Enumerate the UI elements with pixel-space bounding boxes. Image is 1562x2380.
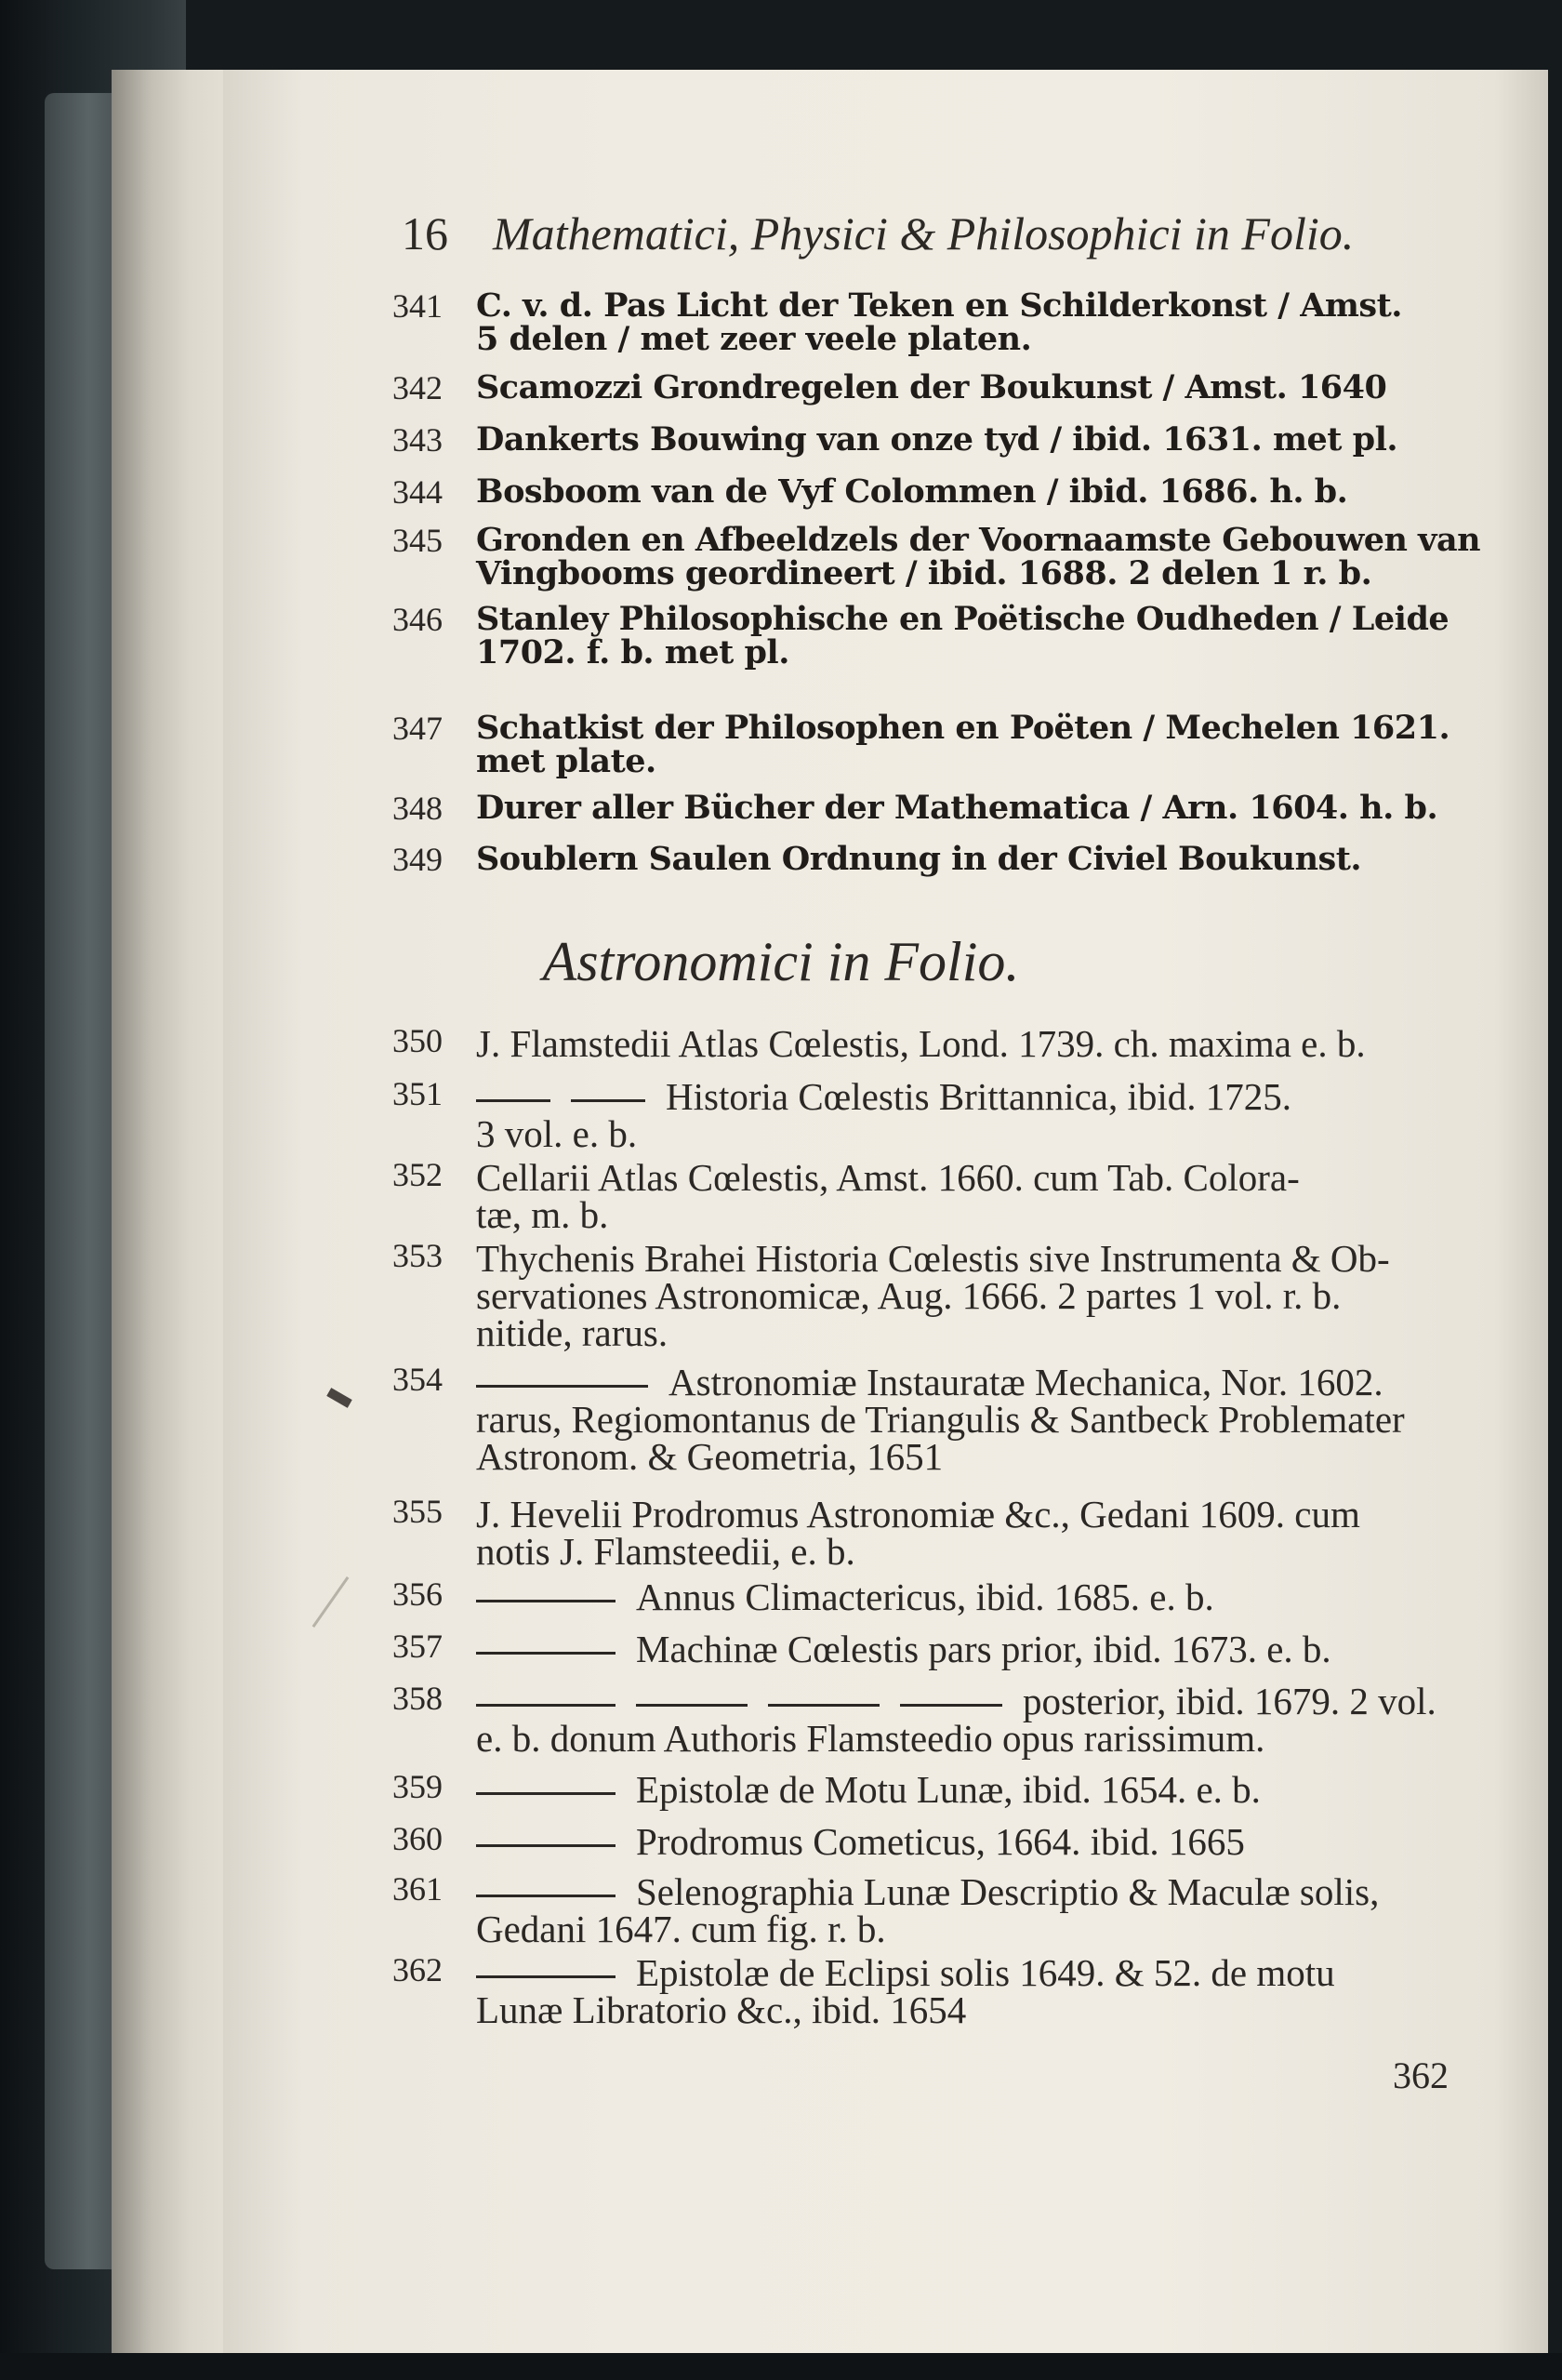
entry-line (476, 521, 1481, 559)
entry-line (476, 1716, 1454, 1761)
entry-text: e. b. donum Authoris Flamsteedio opus rarissimum. (476, 1717, 1265, 1760)
entry-number: 353 (392, 1237, 443, 1274)
entry-line (476, 368, 1454, 406)
entry-text: Astronom. & Geometria, 1651 (476, 1435, 944, 1478)
entry-line (476, 320, 1454, 358)
entry-number: 342 (392, 369, 443, 406)
entry-text: servationes Astronomicæ, Aug. 1666. 2 partes 1 vol. r. b. (476, 1274, 1342, 1317)
entry-line (476, 1819, 1454, 1864)
entry-text: Dankerts Bouwing van onze tyd / ibid. 1631. met pl. (476, 420, 1398, 459)
ditto-dash (476, 1895, 616, 1897)
entry-text: Schatkist der Philosophen en Poëten / Mechelen 1621. (476, 709, 1450, 747)
entry-text: met plate. (476, 742, 656, 780)
entry-text: Historia Cœlestis Brittannica, ibid. 1725. (666, 1075, 1292, 1118)
entry-number: 343 (392, 421, 443, 459)
entry-number: 350 (392, 1022, 443, 1059)
section-title: Astronomici in Folio. (542, 931, 1020, 992)
entry-number: 361 (392, 1870, 443, 1908)
entry-text: posterior, ibid. 1679. 2 vol. (1023, 1680, 1436, 1722)
entry-text: 3 vol. e. b. (476, 1112, 638, 1155)
entry-number: 358 (392, 1680, 443, 1717)
entry-number: 357 (392, 1628, 443, 1665)
running-header (402, 206, 1354, 262)
entry-number: 351 (392, 1075, 443, 1112)
entry-line (476, 742, 1454, 780)
entry-number: 349 (392, 841, 443, 878)
entry-line (476, 1111, 1454, 1156)
entry-text: C. v. d. Pas Licht der Teken en Schilderkonst / Amst. (476, 286, 1402, 325)
entry-text: nitide, rarus. (476, 1311, 668, 1354)
entry-text: rarus, Regiomontanus de Triangulis & Santbeck Problemater (476, 1398, 1405, 1441)
ditto-dash (476, 1975, 616, 1978)
entry-text: Stanley Philosophische en Poëtische Oudheden / Leide (476, 600, 1449, 638)
entry-line (476, 1767, 1454, 1812)
entry-text: Gedani 1647. cum fig. r. b. (476, 1908, 886, 1950)
ditto-dash (476, 1600, 616, 1602)
entry-line (476, 600, 1454, 638)
entry-line (476, 789, 1454, 827)
ditto-dash (476, 1099, 550, 1102)
entry-line (476, 472, 1454, 511)
entry-text: tæ, m. b. (476, 1193, 609, 1236)
ditto-dash (476, 1792, 616, 1795)
entry-text: Epistolæ de Eclipsi solis 1649. & 52. de motu (636, 1951, 1335, 1994)
entry-text: Prodromus Cometicus, 1664. ibid. 1665 (636, 1820, 1245, 1863)
ditto-dash (476, 1652, 616, 1655)
entry-text: notis J. Flamsteedii, e. b. (476, 1530, 855, 1573)
entry-number: 347 (392, 710, 443, 747)
ditto-dash (768, 1704, 880, 1707)
entry-number: 359 (392, 1768, 443, 1805)
entry-text: Scamozzi Grondregelen der Boukunst / Amst. 1640 (476, 368, 1387, 406)
page-heading: Mathematici, Physici & Philosophici in Folio. (493, 207, 1355, 259)
ditto-dash (900, 1704, 1002, 1707)
entry-text: 5 delen / met zeer veele platen. (476, 320, 1032, 358)
entry-line (476, 420, 1454, 459)
entry-text: Durer aller Bücher der Mathematica / Arn. 1604. h. b. (476, 789, 1438, 827)
entry-number: 344 (392, 473, 443, 511)
entry-text: Epistolæ de Motu Lunæ, ibid. 1654. e. b. (636, 1768, 1261, 1811)
entry-text: 1702. f. b. met pl. (476, 633, 789, 671)
page-number: 16 (402, 207, 448, 259)
entry-text: Lunæ Libratorio &c., ibid. 1654 (476, 1988, 967, 2031)
entry-text: Thychenis Brahei Historia Cœlestis sive Instrumenta & Ob- (476, 1237, 1390, 1280)
entry-text: J. Flamstedii Atlas Cœlestis, Lond. 1739. ch. maxima e. b. (476, 1022, 1366, 1065)
entry-text: Cellarii Atlas Cœlestis, Amst. 1660. cum Tab. Colora- (476, 1156, 1300, 1199)
entry-number: 348 (392, 790, 443, 827)
entry-line (476, 709, 1454, 747)
entry-line (476, 1434, 1454, 1479)
entry-number: 362 (392, 1951, 443, 1988)
entry-text: Gronden en Afbeeldzels der Voornaamste Gebouwen van (476, 521, 1481, 559)
entry-number: 341 (392, 287, 443, 325)
entry-line (476, 1988, 1454, 2032)
entry-number: 346 (392, 601, 443, 638)
entry-line (476, 1907, 1454, 1951)
entry-line (476, 1627, 1454, 1671)
entry-number: 355 (392, 1493, 443, 1530)
entry-line (476, 286, 1454, 325)
ditto-dash (476, 1844, 616, 1847)
entry-number: 352 (392, 1156, 443, 1193)
entry-text: Bosboom van de Vyf Colommen / ibid. 1686. h. b. (476, 472, 1348, 511)
entry-line (476, 1575, 1454, 1619)
entry-text: Machinæ Cœlestis pars prior, ibid. 1673. e. b. (636, 1628, 1331, 1670)
page-bottom-shadow (0, 2353, 1562, 2380)
entry-line (476, 1021, 1454, 1066)
entry-number: 360 (392, 1820, 443, 1857)
entry-line (476, 633, 1454, 671)
ditto-dash (476, 1385, 648, 1388)
entry-text: Soublern Saulen Ordnung in der Civiel Boukunst. (476, 840, 1362, 878)
entry-line (476, 840, 1454, 878)
ditto-dash (476, 1704, 616, 1707)
entry-line (476, 1310, 1454, 1355)
entry-line (476, 554, 1454, 592)
entry-text: Selenographia Lunæ Descriptio & Maculæ solis, (636, 1870, 1380, 1913)
ditto-dash (636, 1704, 748, 1707)
ditto-dash (571, 1099, 645, 1102)
entry-number: 356 (392, 1576, 443, 1613)
entry-line (476, 1529, 1454, 1574)
catchword: 362 (1393, 2054, 1449, 2096)
entry-text: Astronomiæ Instauratæ Mechanica, Nor. 1602. (668, 1361, 1383, 1403)
page-gutter (112, 70, 242, 2367)
entry-text: Annus Climactericus, ibid. 1685. e. b. (636, 1576, 1214, 1618)
entry-number: 354 (392, 1361, 443, 1398)
entry-text: J. Hevelii Prodromus Astronomiæ &c., Gedani 1609. cum (476, 1493, 1360, 1536)
entry-text: Vingbooms geordineert / ibid. 1688. 2 delen 1 r. b. (476, 554, 1372, 592)
entry-number: 345 (392, 522, 443, 559)
entry-line (476, 1192, 1454, 1237)
